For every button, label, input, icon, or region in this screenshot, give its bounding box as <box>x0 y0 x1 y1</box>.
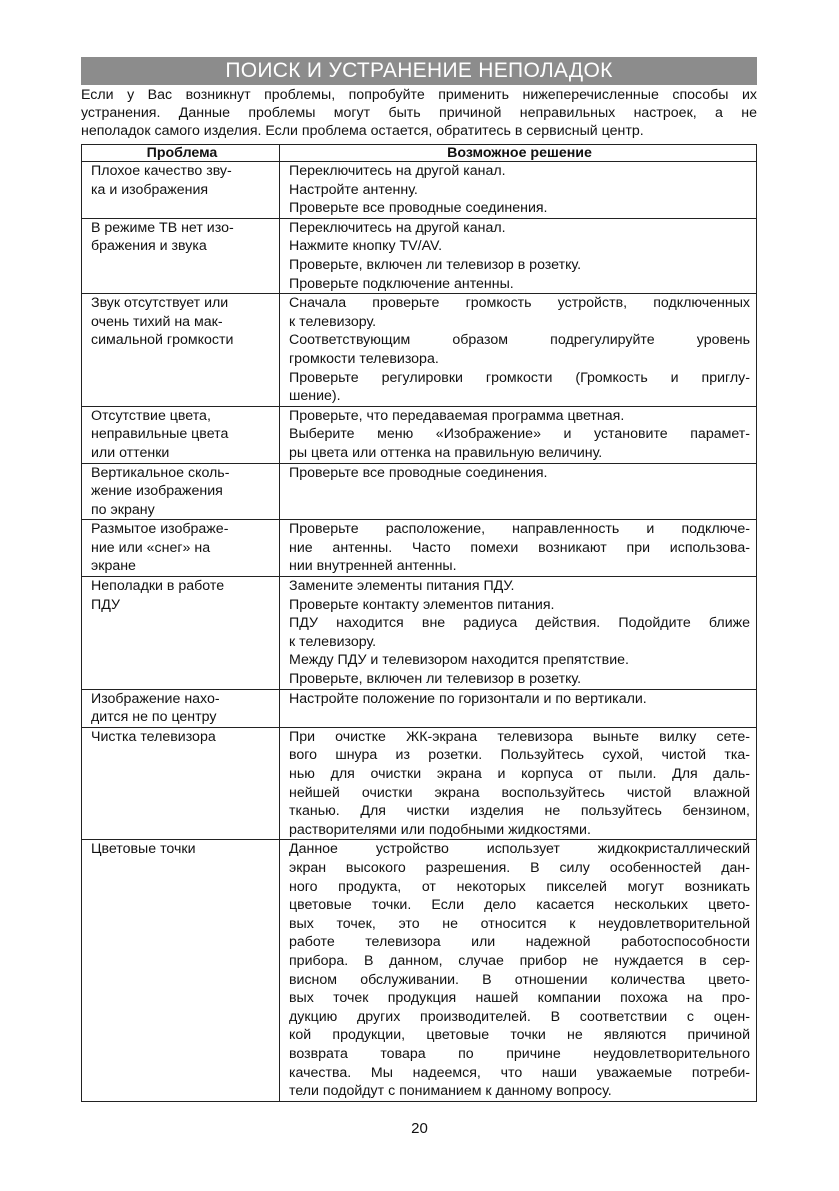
solution-line: Проверьте все проводные соединения. <box>289 200 548 217</box>
page-number: 20 <box>411 1120 428 1137</box>
problem-cell <box>82 162 280 219</box>
solution-line: Переключитесь на другой канал. <box>289 219 506 236</box>
problem-line: бражения и звука <box>91 238 207 255</box>
solution-line: Переключитесь на другой канал. <box>289 163 506 179</box>
problem-line: неправильные цвета <box>91 426 229 443</box>
problem-line: симальной громкости <box>91 332 234 349</box>
table-row <box>82 294 757 407</box>
solution-line: Соответствующим образом подрегулируйте уровень <box>289 332 750 349</box>
problem-line: очень тихий на мак- <box>91 313 223 330</box>
solution-line: Сначала проверьте громкость устройств, подключенных <box>289 295 750 312</box>
problem-cell <box>82 520 280 577</box>
problem-line: ние или «снег» на <box>91 539 211 556</box>
table-row <box>82 577 757 690</box>
solution-line: нью для очистки экрана и корпуса от пыли. Для даль- <box>289 766 750 782</box>
solution-line: тканью. Для чистки изделия не пользуйтесь бензином, <box>289 803 750 820</box>
problem-line: или оттенки <box>91 444 170 461</box>
solution-line: Проверьте контакту элементов питания. <box>289 596 555 613</box>
solution-cell <box>280 689 757 727</box>
problem-cell <box>82 463 280 520</box>
table-header-row <box>82 145 757 162</box>
problem-cell <box>82 689 280 727</box>
solution-line: тели подойдут с пониманием к данному вопросу. <box>289 1083 612 1100</box>
solution-cell <box>280 577 757 690</box>
solution-cell <box>280 520 757 577</box>
table-row <box>82 520 757 577</box>
solution-line: висном обслуживании. В отношении количества цвето- <box>289 971 750 988</box>
solution-line: растворителями или подобными жидкостями. <box>289 821 591 838</box>
problem-line: Изображение нахо- <box>91 690 220 707</box>
solution-line: нейшей очистки экрана воспользуйтесь чистой влажной <box>289 784 750 801</box>
problem-line: жение изображения <box>91 483 223 500</box>
solution-line: шение). <box>289 388 341 405</box>
solution-line: Проверьте, включен ли телевизор в розетку. <box>289 256 582 273</box>
table-row <box>82 218 757 293</box>
table-row <box>82 689 757 727</box>
solution-line: громкости телевизора. <box>289 350 439 367</box>
problem-line: Размытое изображе- <box>91 521 229 538</box>
problem-cell <box>82 577 280 690</box>
solution-line: Настройте положение по горизонтали и по вертикали. <box>289 690 647 707</box>
solution-line: Нажмите кнопку TV/AV. <box>289 238 443 255</box>
solution-line: Настройте антенну. <box>289 181 418 198</box>
table-row <box>82 162 757 219</box>
problem-line: по экрану <box>91 501 155 518</box>
problem-line: ПДУ <box>91 596 120 613</box>
problem-cell <box>82 727 280 840</box>
solution-line: качества. Мы надеемся, что наши уважаемые потреби- <box>289 1064 750 1081</box>
problem-line: Звук отсутствует или <box>91 295 229 312</box>
solution-line: Проверьте, включен ли телевизор в розетку. <box>289 671 582 688</box>
solution-line: к телевизору. <box>289 633 377 650</box>
problem-line: Цветовые точки <box>91 841 196 858</box>
solution-line: Данное устройство использует жидкокристаллический <box>289 841 750 858</box>
solution-cell <box>280 218 757 293</box>
problem-line: Чистка телевизора <box>91 728 216 745</box>
column-header-solution: Возможное решение <box>280 145 757 162</box>
solution-line: Выберите меню «Изображение» и установите парамет- <box>289 426 750 443</box>
solution-line: ного продукта, от некоторых пикселей могут возникать <box>289 878 750 895</box>
problem-line: Вертикальное сколь- <box>91 464 230 481</box>
problem-cell <box>82 406 280 463</box>
solution-line: к телевизору. <box>289 313 377 330</box>
solution-cell <box>280 406 757 463</box>
solution-line: Проверьте, что передаваемая программа цветная. <box>289 407 625 424</box>
solution-cell <box>280 463 757 520</box>
intro-line: неполадок самого изделия. Если проблема остается, обратитесь в сервисный центр. <box>81 123 644 139</box>
solution-line: ПДУ находится вне радиуса действия. Подойдите ближе <box>289 615 750 632</box>
solution-line: При очистке ЖК-экрана телевизора выньте вилку сете- <box>289 728 750 745</box>
problem-line: Неполадки в работе <box>91 578 225 595</box>
table-row <box>82 463 757 520</box>
solution-line: вых точек, это не относится к неудовлетворительной <box>289 915 750 932</box>
intro-paragraph <box>81 86 757 140</box>
intro-line: устранения. Данные проблемы могут быть причиной неправильных настроек, а не <box>81 105 757 121</box>
solution-line: вого шнура из розетки. Пользуйтесь сухой, чистой тка- <box>289 747 750 764</box>
solution-line: Замените элементы питания ПДУ. <box>289 578 515 595</box>
solution-line: кой продукции, цветовые точки не являются причиной <box>289 1027 750 1044</box>
solution-line: прибора. В данном, случае прибор не нуждается в сер- <box>289 952 750 969</box>
solution-line: нии внутренней антенны. <box>289 558 457 575</box>
table-row <box>82 406 757 463</box>
solution-line: ние антенны. Часто помехи возникают при использова- <box>289 539 750 556</box>
solution-line: ры цвета или оттенка на правильную величину. <box>289 444 603 461</box>
solution-cell <box>280 294 757 407</box>
solution-line: Проверьте все проводные соединения. <box>289 464 548 481</box>
troubleshooting-table <box>81 144 757 1102</box>
intro-line: Если у Вас возникнут проблемы, попробуйте применить нижеперечисленные способы их <box>81 87 757 103</box>
problem-line: ка и изображения <box>91 181 209 198</box>
problem-line: Отсутствие цвета, <box>91 407 211 424</box>
problem-line: экране <box>91 558 136 575</box>
problem-line: дится не по центру <box>91 709 217 726</box>
solution-line: Проверьте регулировки громкости (Громкость и приглу- <box>289 369 750 386</box>
table-row <box>82 840 757 1101</box>
solution-line: цветовые точки. Если дело касается нескольких цвето- <box>289 897 750 914</box>
problem-line: Плохое качество зву- <box>91 163 232 179</box>
solution-line: Проверьте подключение антенны. <box>289 275 514 292</box>
solution-line: возврата товара по причине неудовлетворительного <box>289 1045 750 1062</box>
solution-line: вых точек продукция нашей компании похожа на про- <box>289 990 750 1007</box>
solution-line: Проверьте расположение, направленность и подключе- <box>289 521 750 538</box>
solution-cell <box>280 727 757 840</box>
solution-line: дукцию других производителей. В соответствии с оцен- <box>289 1008 750 1025</box>
solution-line: экран высокого разрешения. В силу особенностей дан- <box>289 859 750 876</box>
problem-line: В режиме ТВ нет изо- <box>91 219 234 236</box>
solution-cell <box>280 840 757 1101</box>
problem-cell <box>82 294 280 407</box>
solution-line: работе телевизора или надежной работоспособности <box>289 934 750 951</box>
problem-cell <box>82 840 280 1101</box>
solution-cell <box>280 162 757 219</box>
table-row <box>82 727 757 840</box>
column-header-problem: Проблема <box>82 145 280 162</box>
page-title: ПОИСК И УСТРАНЕНИЕ НЕПОЛАДОК <box>81 57 757 85</box>
solution-line: Между ПДУ и телевизором находится препятствие. <box>289 652 629 669</box>
problem-cell <box>82 218 280 293</box>
